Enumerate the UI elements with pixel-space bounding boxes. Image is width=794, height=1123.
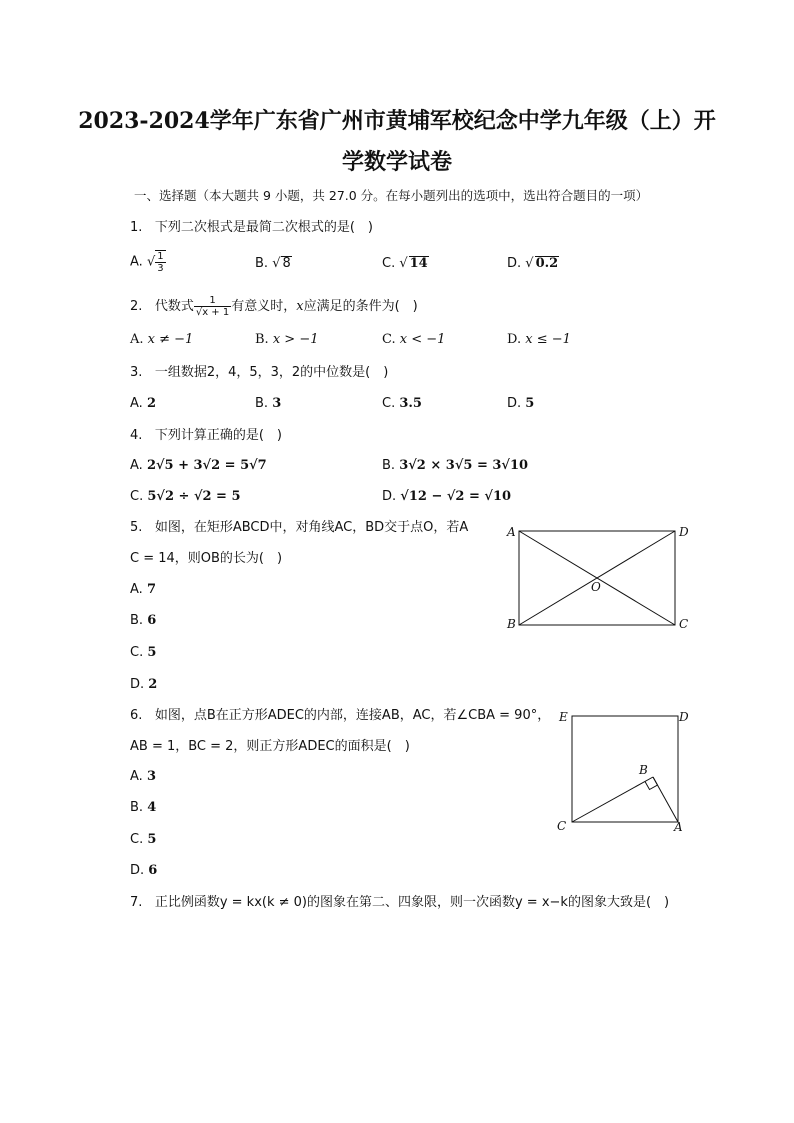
q6-option-d[interactable]: D. 6 — [130, 863, 158, 878]
question-stem: 一组数据2，4，5，3，2的中位数是( ) — [154, 365, 389, 380]
label-b: B — [507, 617, 516, 631]
question-number: 1. — [130, 220, 143, 235]
label-e: E — [559, 710, 568, 724]
question-stem: 下列计算正确的是( ) — [154, 428, 282, 443]
q6-option-c[interactable]: C. 5 — [130, 832, 157, 847]
q5-option-c[interactable]: C. 5 — [130, 645, 157, 660]
radicand: 14 — [409, 256, 428, 271]
radicand: 8 — [282, 256, 291, 271]
label-a: A — [674, 820, 683, 834]
exam-title-line2: 学数学试卷 — [341, 149, 452, 175]
q4-option-a[interactable]: A. 2√5 + 3√2 = 5√7 — [130, 458, 267, 473]
question-stem-line1: 如图，在矩形ABCD中，对角线AC，BD交于点O，若A — [154, 520, 469, 535]
question-6-line2: AB = 1，BC = 2，则正方形ADEC的面积是( ) — [130, 739, 410, 754]
question-stem: 代数式 — [154, 299, 194, 314]
option-letter: A. — [130, 254, 143, 270]
radicand: 0.2 — [535, 256, 559, 271]
question-1 — [130, 219, 373, 237]
question-5 — [130, 519, 468, 537]
q3-option-d[interactable]: D. 5 — [507, 396, 535, 411]
q3-option-b[interactable]: B. 3 — [255, 396, 282, 411]
question-2: 2. 代数式 $\frac{1}{√x + 1}$ 有意义时，x应满足的条件为( ) — [130, 295, 418, 318]
fraction: $\frac{1}{3}$ — [157, 251, 164, 274]
question-stem-line1: 如图，点B在正方形ADEC的内部，连接AB，AC，若∠CBA = 90°， — [154, 708, 551, 723]
label-a: A — [507, 525, 516, 539]
q2-option-c[interactable]: C. x < −1 — [382, 332, 446, 347]
option-letter: B. — [255, 256, 269, 271]
label-c: C — [679, 617, 689, 631]
option-letter: D. — [507, 256, 522, 271]
q1-option-c[interactable]: C. √ 14 — [382, 256, 428, 271]
label-o: O — [591, 580, 601, 594]
question-number: 2. — [130, 299, 143, 314]
question-number: 4. — [130, 428, 143, 443]
q3-option-c[interactable]: C. 3.5 — [382, 396, 422, 411]
exam-title-line1: 2023-2024学年广东省广州市黄埔军校纪念中学九年级（上）开 — [78, 108, 716, 134]
q2-option-d[interactable]: D. x ≤ −1 — [507, 332, 571, 347]
rectangle-figure — [500, 518, 700, 638]
question-number: 6. — [130, 708, 143, 723]
question-number: 3. — [130, 365, 143, 380]
square-adec — [572, 716, 678, 822]
fraction: $\frac{1}{√x + 1}$ — [195, 295, 230, 318]
q1-option-d[interactable]: D. √ 0.2 — [507, 256, 559, 271]
label-d: D — [679, 710, 689, 724]
q1-option-b[interactable]: B. √ 8 — [255, 256, 291, 271]
question-number: 7. — [130, 895, 143, 910]
q3-option-a[interactable]: A. 2 — [130, 396, 156, 411]
q6-option-b[interactable]: B. 4 — [130, 800, 157, 815]
label-b: B — [639, 763, 648, 777]
q1-option-a[interactable]: A. √ $\frac{1}{3}$ — [130, 251, 164, 274]
option-letter: C. — [382, 256, 396, 271]
q2-option-b[interactable]: B. x > −1 — [255, 332, 319, 347]
right-angle-mark — [645, 777, 658, 790]
label-c: C — [557, 819, 567, 833]
question-number: 5. — [130, 520, 143, 535]
q5-option-a[interactable]: A. 7 — [130, 582, 156, 597]
q5-option-b[interactable]: B. 6 — [130, 613, 157, 628]
q6-option-a[interactable]: A. 3 — [130, 769, 156, 784]
q4-option-b[interactable]: B. 3√2 × 3√5 = 3√10 — [382, 458, 529, 473]
q4-option-c[interactable]: C. 5√2 ÷ √2 = 5 — [130, 489, 241, 504]
segment-cb — [572, 777, 653, 822]
question-3 — [130, 364, 388, 382]
label-d: D — [679, 525, 689, 539]
section-heading: 一、选择题（本大题共 9 小题，共 27.0 分。在每小题列出的选项中，选出符合题目的一项） — [134, 188, 649, 203]
question-5-line2: C = 14，则OB的长为( ) — [130, 551, 283, 566]
question-7 — [130, 894, 669, 912]
question-stem: 下列二次根式是最简二次根式的是( ) — [154, 220, 373, 235]
q5-option-d[interactable]: D. 2 — [130, 677, 158, 692]
question-4 — [130, 427, 282, 445]
question-stem: 正比例函数y = kx(k ≠ 0)的图象在第二、四象限，则一次函数y = x−k的图象大致是( ) — [154, 895, 670, 910]
square-figure — [550, 704, 700, 838]
q4-option-d[interactable]: D. √12 − √2 = √10 — [382, 489, 512, 504]
question-6 — [130, 707, 550, 725]
q2-option-a[interactable]: A. x ≠ −1 — [130, 332, 194, 347]
